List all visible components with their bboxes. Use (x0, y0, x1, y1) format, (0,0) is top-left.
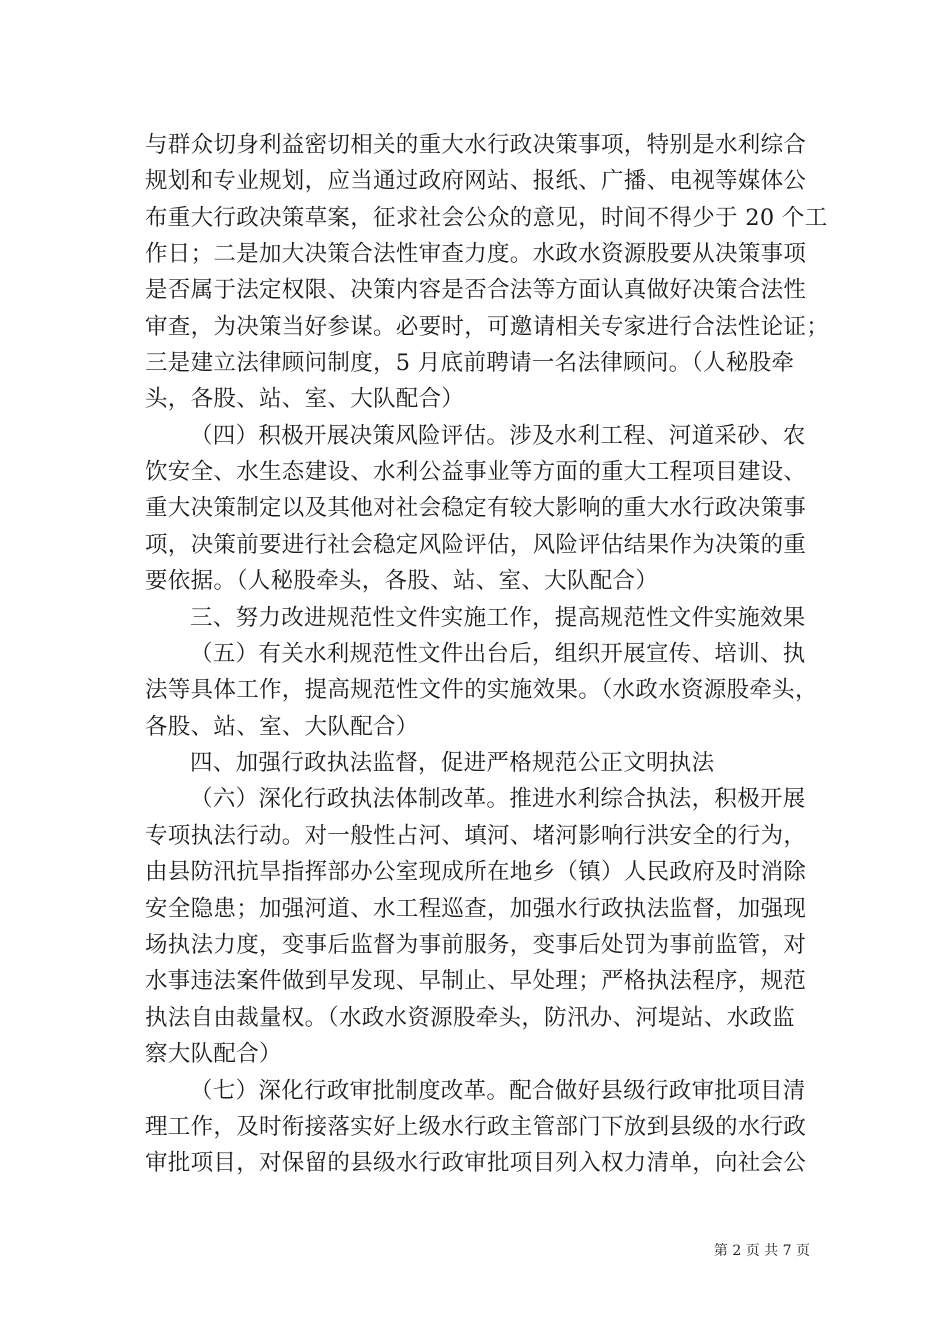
text-line: 审批项目，对保留的县级水行政审批项目列入权力清单，向社会公 (145, 1150, 807, 1176)
paragraph-heading: （七）深化行政审批制度改革。配合做好县级行政审批项目清 (190, 1078, 806, 1104)
text-line: 安全隐患；加强河道、水工程巡查，加强水行政执法监督，加强现 (145, 896, 807, 922)
text-line: 饮安全、水生态建设、水利公益事业等方面的重大工程项目建设、 (145, 459, 807, 485)
text-line: 法等具体工作，提高规范性文件的实施效果。（水政水资源股牵头， (145, 677, 818, 703)
paragraph-heading: （六）深化行政执法体制改革。推进水利综合执法，积极开展 (190, 786, 806, 812)
text-line: 布重大行政决策草案，征求社会公众的意见，时间不得少于 20 个工 (145, 205, 828, 231)
text-line: 头，各股、站、室、大队配合） (145, 386, 465, 412)
text-line: 专项执法行动。对一般性占河、填河、堵河影响行洪安全的行为， (145, 823, 807, 849)
text-line: 执法自由裁量权。（水政水资源股牵头，防汛办、河堤站、水政监 (145, 1005, 795, 1031)
text-line: 审查，为决策当好参谋。必要时，可邀请相关专家进行合法性论证； (145, 314, 830, 340)
paragraph-heading: （五）有关水利规范性文件出台后，组织开展宣传、培训、执 (190, 641, 806, 667)
text-line: 三是建立法律顾问制度，5 月底前聘请一名法律顾问。（人秘股牵 (145, 350, 795, 376)
text-line: 水事违法案件做到早发现、早制止、早处理；严格执法程序，规范 (145, 968, 807, 994)
text-line: 作日；二是加大决策合法性审查力度。水政水资源股要从决策事项 (145, 241, 807, 267)
page-number: 第 2 页 共 7 页 (713, 1243, 810, 1259)
text-line: 场执法力度，变事后监督为事前服务，变事后处罚为事前监管，对 (145, 932, 807, 958)
text-line: 与群众切身利益密切相关的重大水行政决策事项，特别是水利综合 (145, 132, 807, 158)
text-line: 规划和专业规划，应当通过政府网站、报纸、广播、电视等媒体公 (145, 168, 807, 194)
text-line: 重大决策制定以及其他对社会稳定有较大影响的重大水行政决策事 (145, 495, 807, 521)
text-line: 要依据。（人秘股牵头，各股、站、室、大队配合） (145, 568, 659, 594)
text-line: 理工作，及时衔接落实好上级水行政主管部门下放到县级的水行政 (145, 1114, 807, 1140)
text-line: 察大队配合） (145, 1041, 282, 1067)
section-heading: 四、加强行政执法监督，促进严格规范公正文明执法 (190, 750, 715, 776)
text-line: 项，决策前要进行社会稳定风险评估，风险评估结果作为决策的重 (145, 532, 807, 558)
text-line: 是否属于法定权限、决策内容是否合法等方面认真做好决策合法性 (145, 277, 807, 303)
text-line: 各股、站、室、大队配合） (145, 714, 419, 740)
section-heading: 三、努力改进规范性文件实施工作，提高规范性文件实施效果 (190, 605, 806, 631)
text-line: 由县防汛抗旱指挥部办公室现成所在地乡（镇）人民政府及时消除 (145, 859, 807, 885)
paragraph-heading: （四）积极开展决策风险评估。涉及水利工程、河道采砂、农 (190, 423, 806, 449)
